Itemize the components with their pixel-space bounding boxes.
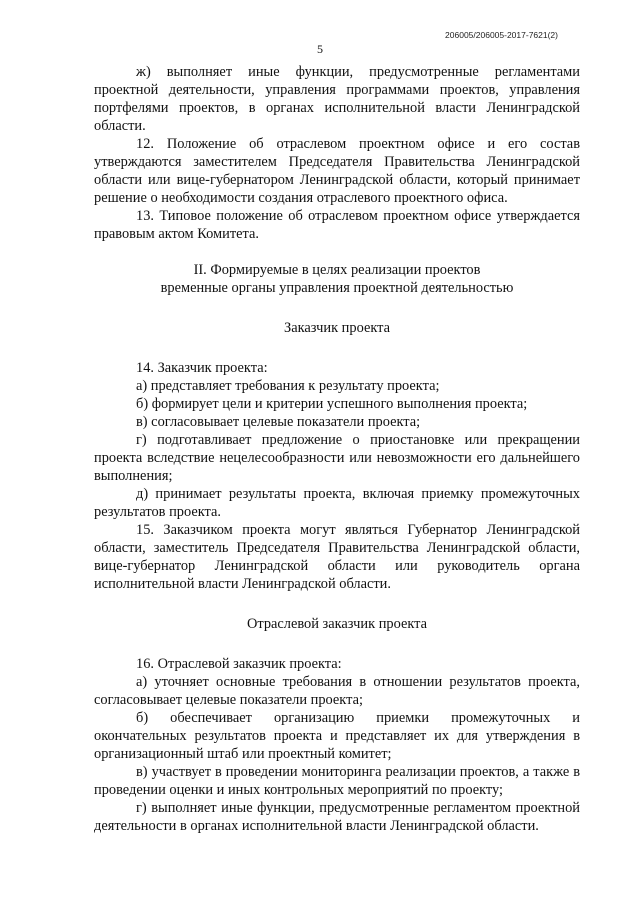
subheading-branch-customer: Отраслевой заказчик проекта [246,616,428,632]
paragraph-12: 12. Положение об отраслевом проектном офисе и его состав утверждаются заместителем Председателя Правительства Ленинградской области или вице-губернатором Ленинградской области, который принимает решение о необходимости создания отраслевого проектного офиса. [94,136,580,206]
paragraph-item-zh: ж) выполняет иные функции, предусмотренные регламентами проектной деятельности, управления программами проектов, управления портфелями проектов, в органах исполнительной власти Ленинградской области. [94,64,580,134]
paragraph-14-b: б) формирует цели и критерии успешного выполнения проекта; [136,396,528,412]
paragraph-13: 13. Типовое положение об отраслевом проектном офисе утверждается правовым актом Комитета. [94,208,580,242]
paragraph-16: 16. Отраслевой заказчик проекта: [136,656,342,672]
paragraph-16-g: г) выполняет иные функции, предусмотренные регламентом проектной деятельности в органах исполнительной власти Ленинградской области. [94,800,580,834]
paragraph-14-a: а) представляет требования к результату проекта; [136,378,440,394]
document-id: 206005/206005-2017-7621(2) [445,30,558,40]
paragraph-16-a: а) уточняет основные требования в отношении результатов проекта, согласовывает целевые показатели проекта; [94,674,580,708]
paragraph-16-v: в) участвует в проведении мониторинга реализации проектов, а также в проведении оценки и иных контрольных мероприятий по проекту; [94,764,580,798]
paragraph-16-b: б) обеспечивает организацию приемки промежуточных и окончательных результатов проекта и представляет их для утверждения в организационный штаб или проектный комитет; [94,710,580,762]
section-title-line-2: временные органы управления проектной деятельностью [160,280,514,296]
page-number: 5 [317,42,323,56]
paragraph-14: 14. Заказчик проекта: [136,360,268,376]
section-title-line-1: II. Формируемые в целях реализации проектов [193,262,481,278]
paragraph-14-d: д) принимает результаты проекта, включая приемку промежуточных результатов проекта. [94,486,580,520]
subheading-customer: Заказчик проекта [284,320,390,336]
paragraph-14-g: г) подготавливает предложение о приостановке или прекращении проекта вследствие нецелесообразности или невозможности его дальнейшего выполнения; [94,432,580,484]
paragraph-14-v: в) согласовывает целевые показатели проекта; [136,414,421,430]
paragraph-15: 15. Заказчиком проекта могут являться Губернатор Ленинградской области, заместитель Председателя Правительства Ленинградской области, вице-губернатор Ленинградской области или руководитель органа исполнительной власти Ленинградской области. [94,522,580,592]
document-body [94,63,580,835]
